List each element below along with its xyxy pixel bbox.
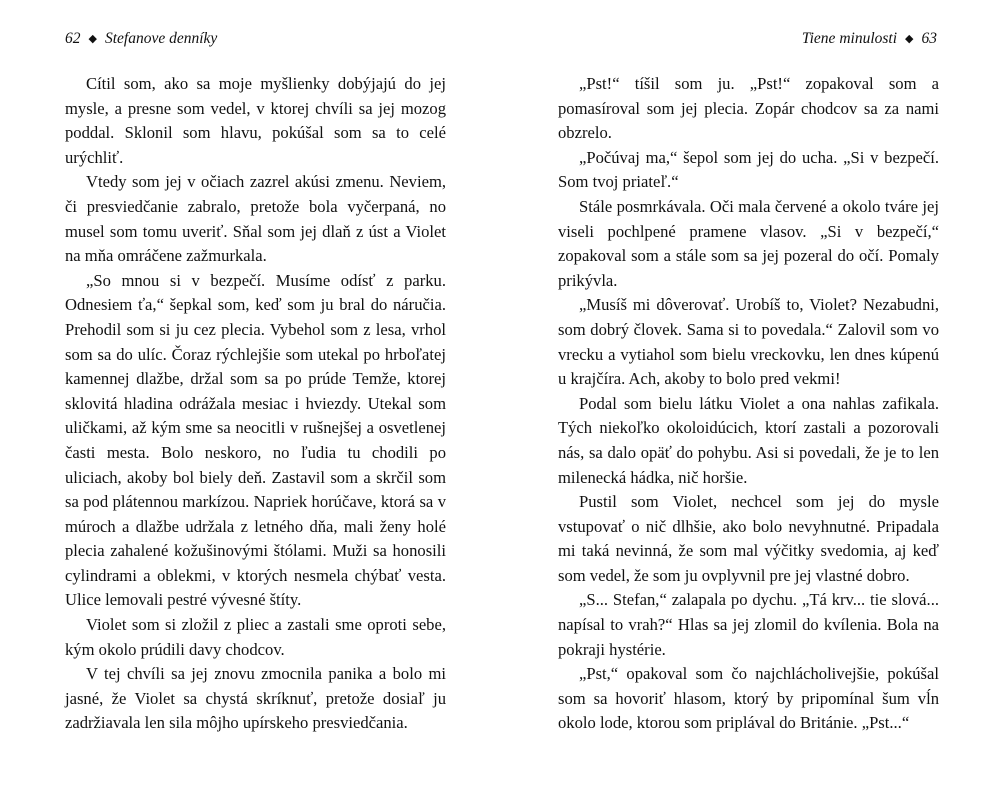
left-page (0, 0, 502, 800)
left-body-text (65, 72, 446, 736)
diamond-separator-icon: ◆ (905, 33, 914, 45)
paragraph: „Pst!“ tíšil som ju. „Pst!“ zopakoval som a pomasíroval som jej plecia. Zopár chodcov sa za nami obzrelo. (558, 74, 939, 143)
left-running-title: Stefanove denníky (104, 30, 218, 47)
paragraph: Vtedy som jej v očiach zazrel akúsi zmenu. Neviem, či presviedčanie zabralo, pretože bola vyčerpaná, no musel som tomu uveriť. Sňal som jej dlaň z úst a Violet na mňa omráčene zažmurkala. (65, 172, 446, 266)
diamond-separator-icon: ◆ (88, 33, 97, 45)
paragraph: Pustil som Violet, nechcel som jej do mysle vstupovať o nič dlhšie, ako bolo nevyhnutné. Pripadala mi taká nevinná, že som mal výčitky svedomia, aj keď som vedel, že som ju ovplyvnil pre jej vlastné dobro. (558, 492, 939, 585)
right-running-header (802, 29, 937, 50)
right-page-number: 63 (921, 30, 937, 47)
paragraph: „So mnou si v bezpečí. Musíme odísť z parku. Odnesiem ťa,“ šepkal som, keď som ju bral do náručia. Prehodil som si ju cez plecia. Vybehol som z lesa, vrhol som sa do ulíc. Čoraz rýchlejšie som utekal po hrboľatej kamennej dlažbe, držal som sa po prúde Temže, ktorej sklovitá hladina odrážala mesiac i hviezdy. Utekal som uličkami, až kým sme sa neocitli v rušnejšej a osvetlenej časti mesta. Bolo neskoro, no ľudia tu chodili po uliciach, akoby bol biely deň. Zastavil som a skrčil som sa pod plátennou markízou. Napriek horúčave, ktorá sa v múroch a dlažbe udržala z letného dňa, mali ženy holé plecia zahalené kožušinovými štólami. Muži sa honosili cylindrami a oblekmi, v ktorých nesmela chýbať vesta. Ulice lemovali pestré vývesné štíty. (65, 270, 446, 610)
paragraph: Violet som si zložil z pliec a zastali sme oproti sebe, kým okolo prúdili davy chodcov. (65, 615, 446, 659)
paragraph: Stále posmrkávala. Oči mala červené a okolo tváre jej viseli pochlpené pramene vlasov. „Si v bezpečí,“ zopakoval som a stále som sa jej pozeral do očí. Pomaly prikývla. (558, 196, 939, 290)
paragraph: „Pst,“ opakoval som čo najchlácholivejšie, pokúšal som sa hovoriť hlasom, ktorý by pripomínal šum vĺn okolo lode, ktorou som priplával do Británie. „Pst...“ (558, 664, 939, 733)
paragraph: Podal som bielu látku Violet a ona nahlas zafikala. Tých niekoľko okoloidúcich, ktorí zastali a pozorovali nás, sa dalo opäť do pohybu. Asi si povedali, že je to len milenecká hádka, nič horšie. (558, 393, 939, 487)
left-page-number: 62 (65, 30, 81, 47)
right-running-title: Tiene minulosti (801, 30, 898, 47)
paragraph: Cítil som, ako sa moje myšlienky dobýjajú do jej mysle, a presne som vedel, v ktorej chvíli sa jej mozog poddal. Sklonil som hlavu, pokúšal som sa to celé urýchliť. (65, 74, 446, 167)
paragraph: „Počúvaj ma,“ šepol som jej do ucha. „Si v bezpečí. Som tvoj priateľ.“ (558, 147, 939, 192)
paragraph: „S... Stefan,“ zalapala po dychu. „Tá krv... tie slová... napísal to vrah?“ Hlas sa jej zlomil do kvílenia. Bola na pokraji hystérie. (558, 590, 939, 659)
left-running-header (65, 29, 217, 50)
paragraph: „Musíš mi dôverovať. Urobíš to, Violet? Nezabudni, som dobrý človek. Sama si to povedala.“ Zalovil som vo vrecku a vytiahol som bielu vreckovku, len dnes kúpenú u krajčíra. Ach, akoby to bolo pred vekmi! (558, 295, 939, 389)
right-body-text (558, 72, 939, 736)
right-page (502, 0, 1005, 800)
paragraph: V tej chvíli sa jej znovu zmocnila panika a bolo mi jasné, že Violet sa chystá skríknuť, pretože dosiaľ ju zadržiavala len sila môjho upírskeho presviedčania. (65, 664, 446, 733)
